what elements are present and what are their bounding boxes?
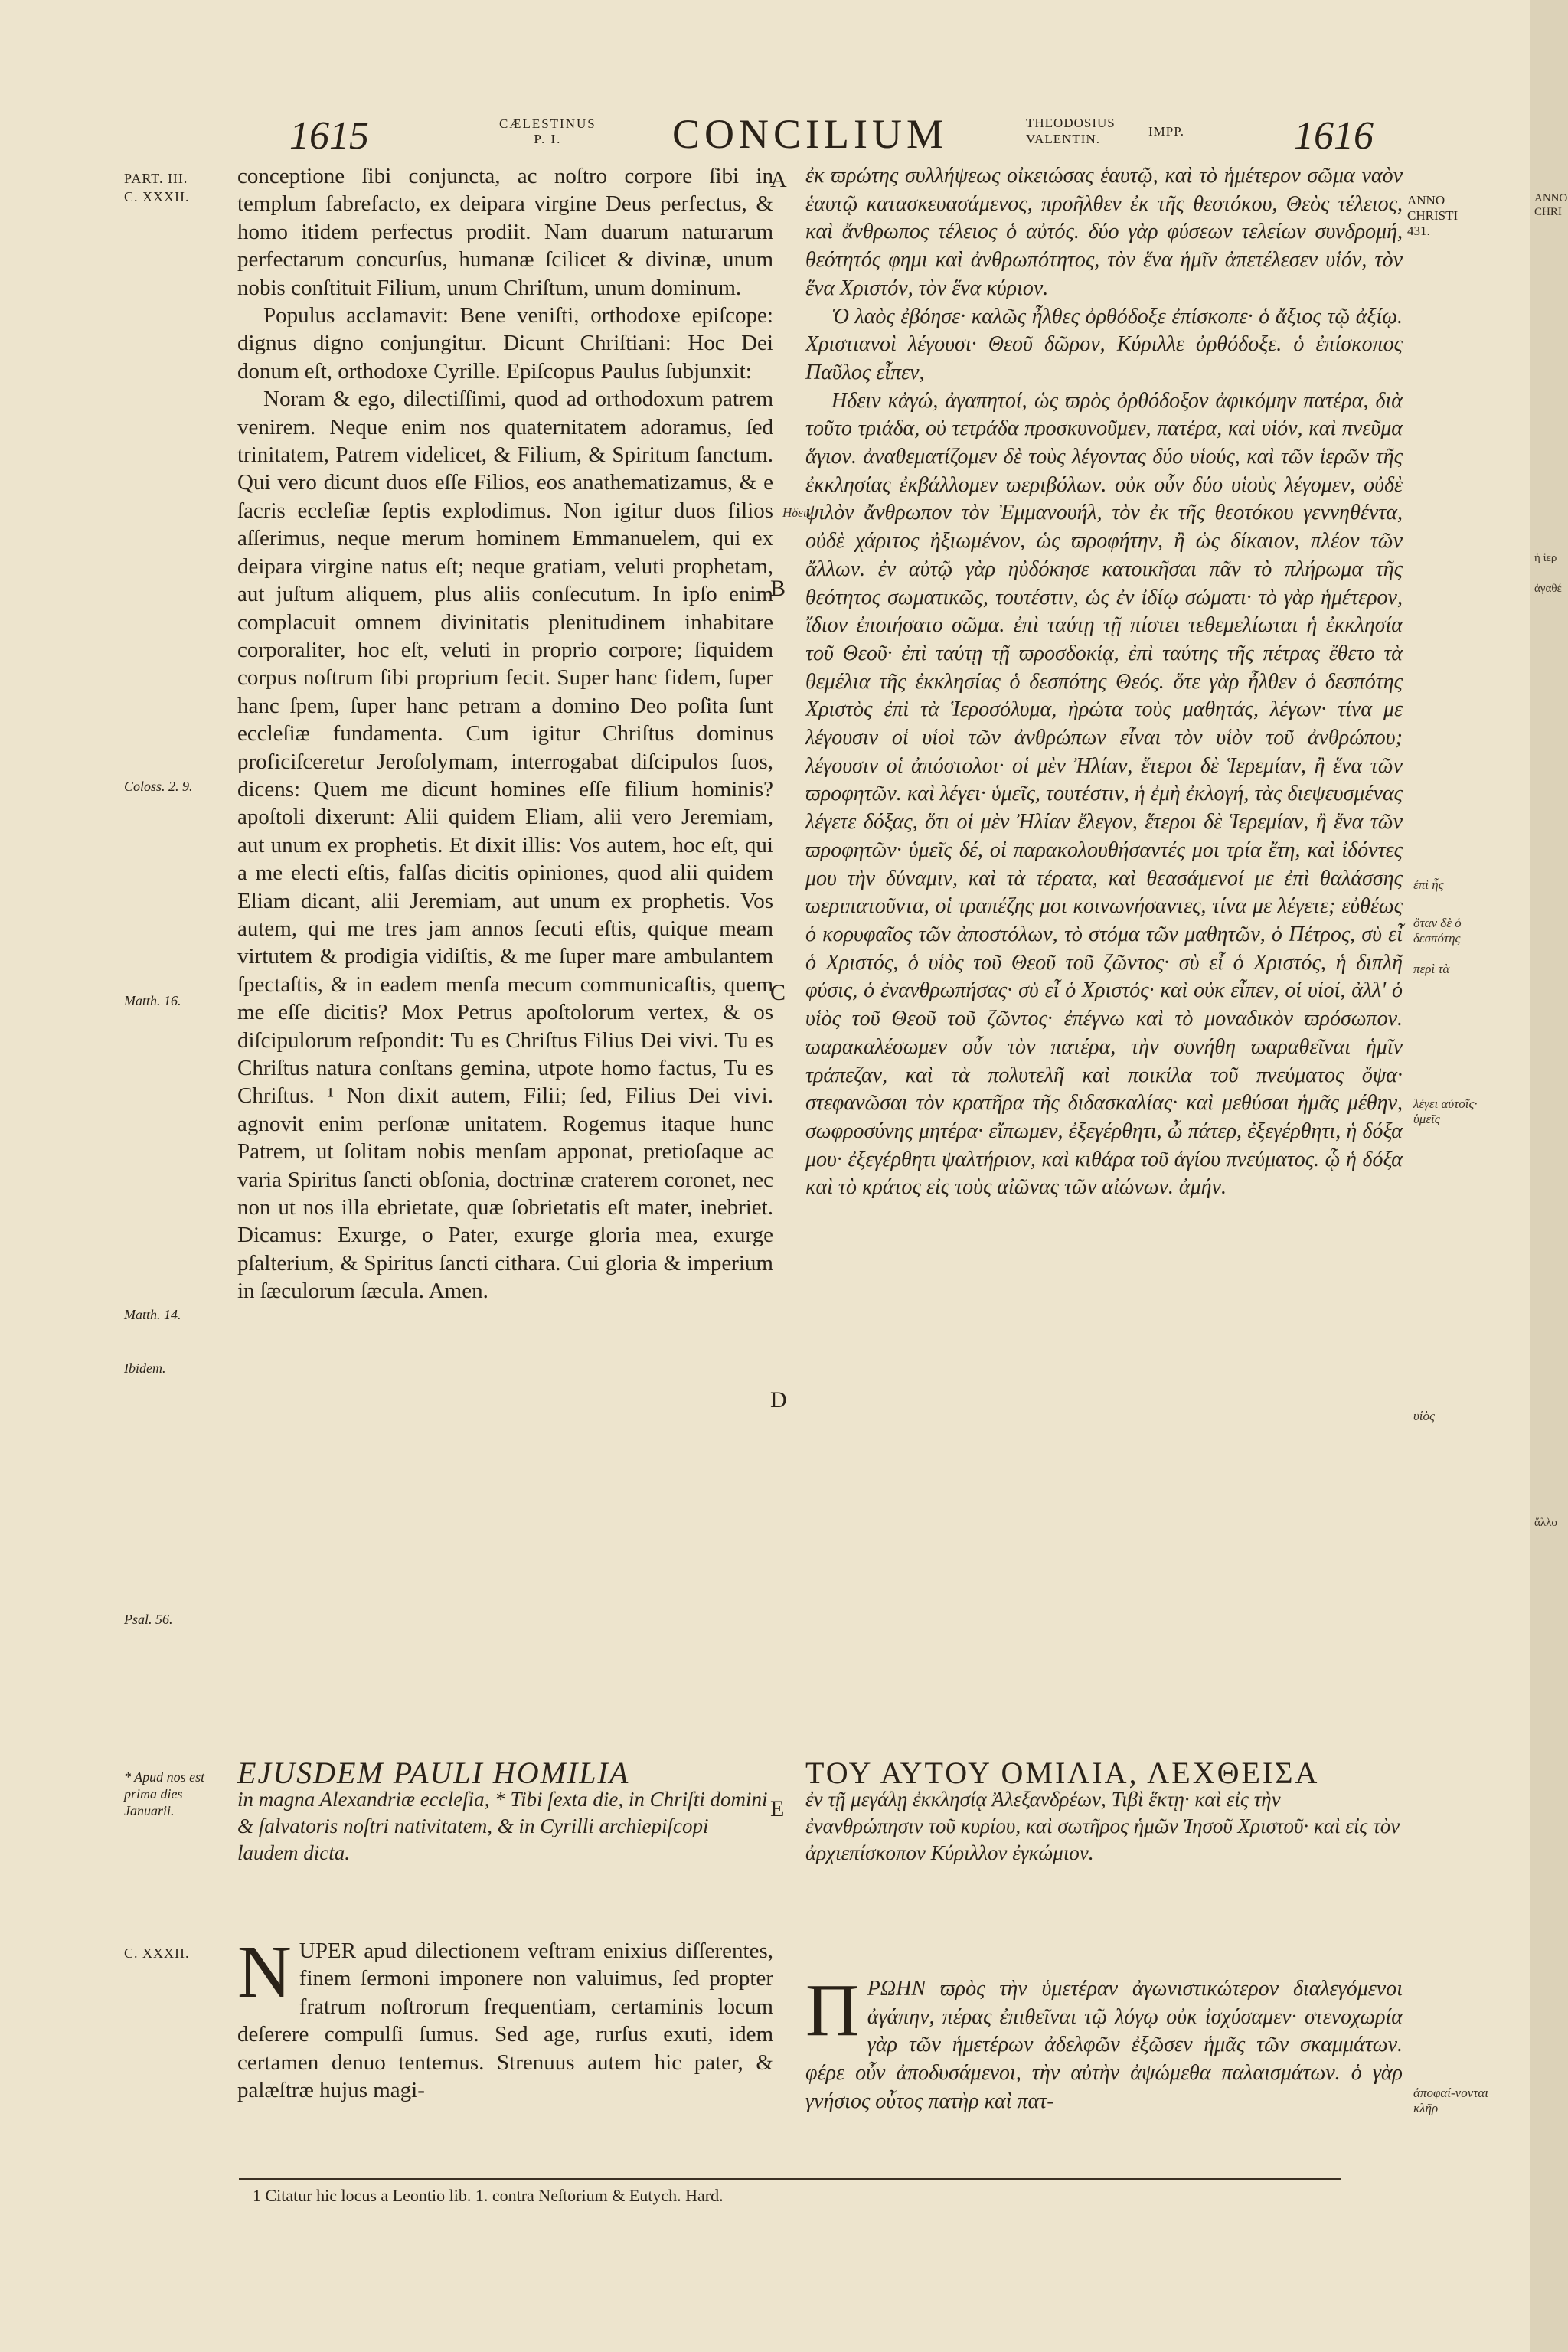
margin-anno <box>1407 193 1491 239</box>
facing-page-edge <box>1530 0 1568 2352</box>
greek-homily-heading <box>805 1756 1403 1867</box>
gloss-6: υἱὸς <box>1413 1409 1435 1423</box>
latin-drop-cap: N <box>237 1931 292 2014</box>
emperor-2: VALENTIN. <box>1026 132 1100 146</box>
margin-ref-ibidem: Ibidem. <box>124 1361 166 1376</box>
gloss-7: ἀποφαί-νονται κλῆρ <box>1413 2086 1488 2115</box>
pope-number: P. I. <box>534 132 562 146</box>
latin-heading-subtitle: in magna Alexandriæ eccleſia, * Tibi ſexta die, in Chriſti domini & ſalvatoris noſtri nativitatem, & in Cyrilli archiepiſcopi laudem dicta. <box>237 1788 768 1864</box>
gloss-3: ὅταν δὲ ὁ δεσπότης <box>1413 916 1462 946</box>
margin-chapter-2: C. XXXII. <box>124 1945 190 1961</box>
page-title: CONCILIUM <box>672 111 948 157</box>
greek-heading-title: ΤΟΥ ΑΥΤΟΥ ΟΜΙΛΙΑ, ΛΕΧΘΕΙΣΑ <box>805 1756 1320 1790</box>
greek-homily-text <box>805 1969 1403 2116</box>
section-letter-e: E <box>770 1796 785 1821</box>
margin-note-apud: * Apud nos est prima dies Januarii. <box>124 1769 205 1818</box>
section-letter-c: C <box>770 980 786 1005</box>
greek-paragraph-3: Ηδειν κἀγώ, ἀγαπητοί, ὡς ϖρὸς ὀρθόδοξον ἀφικόμην πατέρα, διὰ τοῦτο τριάδα, οὐ τετράδα προσκυνοῦμεν, πατέρα, καὶ υἱόν, καὶ πνεῦμα ἅγιον. ἀναθεματίζομεν δὲ τοὺς λέγοντας δύο υἱούς, καὶ τῶν ἱερῶν τῆς ἐκκλησίας ἐκβάλλομεν ϖεριβόλων. οὐκ οὖν δύο υἱοὺς λέγομεν, οὐδὲ ψιλὸν ἄνθρωπον τὸν Ἐμμανουήλ, τὸν ἐκ τῆς θεοτόκου γεννηθέντα, οὐδὲ χάριτος ἠξιωμένον, ὡς ϖροφήτην, ἢ ὡς δίκαιον, πλέον τῶν ἄλλων. ἐν αὐτῷ γὰρ ηὐδόκησε κατοικῆσαι πᾶν τὸ πλήρωμα τῆς θεότητος σωματικῶς, τουτέστιν, ὡς ἐν ἰδίῳ σώματι· τὸ γὰρ ἡμέτερον, ἴδιον ἐποιήσατο σῶμα. ἐπὶ ταύτῃ τῇ πίστει τεθεμελίωται ἡ ἐκκλησία τοῦ Θεοῦ· ἐπὶ ταύτῃ τῇ ϖροσδοκίᾳ, ἐπὶ ταύτης τῆς πέτρας ἔθετο τὰ θεμέλια τῆς ἐκκλησίας ὁ δεσπότης Θεός. ὅτε γὰρ ἦλθεν ὁ δεσπότης Χριστὸς ἐπὶ τὰ Ἱεροσόλυμα, ἠρώτα τοὺς μαθητάς, λέγων· τίνα με λέγουσιν οἱ υἱοὶ τῶν ἀνθρώπων εἶναι τὸν υἱὸν τοῦ ἀνθρώπου; λέγουσιν οἱ ἀπόστολοι· οἱ μὲν Ἠλίαν, ἕτεροι δὲ Ἱερεμίαν, ἢ ἕνα τῶν ϖροφητῶν. καὶ λέγει· ὑμεῖς, τουτέστιν, ἡ ἐμὴ ἐκλογή, τὰς διεψευσμένας λέγετε δόξας, ὅτι οἱ μὲν Ἠλίαν ἔλεγον, ἕτεροι δὲ Ἱερεμίαν, ἢ ἕνα τῶν ϖροφητῶν· ὑμεῖς δέ, οἱ παρακολουθήσαντές μοι τρία ἔτη, καὶ ἰδόντες μου τὴν δύναμιν, καὶ τὰ τέρατα, καὶ θεασάμενοί με ἐπὶ θαλάσσης ϖεριπατοῦντα, οἱ τραπέζης μοι κοινωνήσαντες, τίνα με λέγετε; εὐθέως ὁ κορυφαῖος τῶν ἀποστόλων, τὸ στόμα τῶν μαθητῶν, ὁ Πέτρος, σὺ εἶ ὁ Χριστός, ὁ υἱὸς τοῦ Θεοῦ τοῦ ζῶντος· σὺ εἶ ὁ Χριστός, ἡ διπλῆ φύσις, ὁ ἐνανθρωπήσας· σὺ εἶ ὁ Χριστός· καὶ οὐκ εἶπεν, οἱ υἱοί, ἀλλ' ὁ υἱὸς τοῦ Θεοῦ τοῦ ζῶντος· ἐπέγνω καὶ τὸ μοναδικὸν ϖρόσωπον. ϖαρακαλέσωμεν οὖν τὸν πατέρα, τὴν συνήθη ϖαραθεῖναι ἡμῖν τράπεζαν, καὶ τὰ πολυτελῆ καὶ ποικίλα τοῦ πνεύματος ὄψα· στεφανῶσαι τὸν κρατῆρα τῆς διδασκαλίας· καὶ μεθύσαι ἡμᾶς μέθην, σωφροσύνης μητέρα· εἴπωμεν, ἐξεγέρθητι, ὦ πάτερ, ἐξεγέρθητι, ἡ δόξα μου· ἐξεγέρθητι ψαλτήριον, καὶ κιθάρα τοῦ ἁγίου πνεύματος. ᾧ ἡ δόξα καὶ τὸ κράτος εἰς τοὺς αἰῶνας τῶν αἰώνων. ἀμήν. <box>805 388 1403 1200</box>
margin-part: PART. III. <box>124 171 188 186</box>
edge-text-greek-1: ἡ ἱερ <box>1534 552 1557 564</box>
edge-text-greek-2: ἀγαθέ <box>1534 583 1562 595</box>
gloss-4: περὶ τὰ <box>1413 962 1450 976</box>
greek-drop-cap: Π <box>805 1969 860 2052</box>
latin-heading-title: EJUSDEM PAULI HOMILIA <box>237 1756 630 1790</box>
pope-label <box>499 116 596 147</box>
latin-paragraph-3: Noram & ego, dilectiſſimi, quod ad orthodoxum patrem venirem. Neque enim nos quaternitatem adoramus, ſed trinitatem, Patrem videlicet, & Filium, & Spiritum ſanctum. Qui vero dicunt duos eſſe Filios, eos anathematizamus, & e ſacris eccleſiæ ſeptis explodimus. Non igitur duos filios aſſerimus, neque merum hominem Emmanuelem, qui ex deipara virgine natus eſt; neque gratiam, veluti prophetam, aut juſtum aliquem, plus aliis conſecutum. In ipſo enim complacuit omnem divinitatis plenitudinem inhabitare corporaliter, hoc eſt, veluti in proprio corpore; ſiquidem corpus noſtrum ſibi proprium fecit. Super hanc fidem, ſuper hanc ſpem, ſuper hanc petram a domino Deo poſita ſunt eccleſiæ fundamenta. Cum igitur Chriſtus dominus proficiſceretur Jeroſolymam, interrogabat diſcipulos ſuos, dicens: Quem me dicunt homines eſſe filium hominis? apoſtoli dixerunt: Alii quidem Eliam, alii vero Jeremiam, aut unum ex prophetis. Et dixit illis: Vos autem, hoc eſt, qui a me electi eſtis, falſas dicitis opiniones, quod alii quidem Eliam dicant, alii Jeremiam, aut unum ex prophetis. Vos autem, qui me tres jam annos ſecuti eſtis, quique meam virtutem & prodigia vidiſtis, & me ſuper mare ambulantem ſpectaſtis, & in eadem menſa mecum communicaſtis, quem me eſſe dicitis? Mox Petrus apoſtolorum vertex, & os diſcipulorum reſpondit: Tu es Chriſtus Filius Dei vivi. Tu es Chriſtus natura conſtans gemina, utpote homo factus, Tu es Chriſtus. ¹ Non dixit autem, Filii; ſed, Filius Dei vivi. agnovit enim perſonæ unitatem. Rogemus itaque hunc Patrem, ut ſolitam nobis menſam apponat, pretioſaque ac varia Spiritus ſancti obſonia, doctrinæ craterem coronet, nec non ut nos illa ebrietate, quæ ſobrietatis eſt mater, inebriet. Dicamus: Exurge, o Pater, exurge gloria mea, exurge pſalterium, & Spiritus ſancti cithara. Cui gloria & imperium in ſæculorum ſæcula. Amen. <box>237 387 773 1304</box>
latin-homily-heading <box>237 1756 773 1867</box>
latin-paragraph-4: UPER apud dilectionem veſtram enixius diſſerentes, finem ſermoni imponere non valuimus, ſed propter fratrum noſtrorum frequentiam, certaminis locum deſerere compulſi ſumus. Sed age, rurſus exuti, idem certamen denuo tentemus. Strenuus autem hic pater, & palæſtræ hujus magi- <box>237 1939 773 2103</box>
pope-name: CÆLESTINUS <box>499 116 596 131</box>
anno-label: ANNO <box>1407 193 1446 207</box>
emperor-1: THEODOSIUS <box>1026 116 1116 130</box>
page-number-right: 1616 <box>1294 114 1374 158</box>
greek-paragraph-1: ἐκ ϖρώτης συλλήψεως οἰκειώσας ἑαυτῷ, καὶ τὸ ἡμέτερον σῶμα ναὸν ἑαυτῷ κατασκευασάμενος, προῆλθεν ἐκ τῆς θεοτόκου, Θεὸς τέλειος, καὶ ἄνθρωπος τέλειος ὁ αὐτός. δύο γὰρ φύσεων τελείων συνδρομή, θεότητός φημι καὶ ἀνθρωπότητος, τὸν ἕνα ἡμῖν ἀπετέλεσεν υἱόν, τὸν ἕνα Χριστόν, τὸν ἕνα κύριον. <box>805 164 1403 300</box>
gloss-2: ἐπὶ ἧς <box>1413 877 1444 892</box>
greek-heading-subtitle: ἐν τῇ μεγάλῃ ἐκκλησίᾳ Ἀλεξανδρέων, Τιβὶ ἕκτῃ· καὶ εἰς τὴν ἐνανθρώπησιν τοῦ κυρίου, καὶ σωτῆρος ἡμῶν Ἰησοῦ Χριστοῦ· καὶ εἰς τὸν ἀρχιεπίσκοπον Κύριλλον ἐγκώμιον. <box>805 1788 1400 1864</box>
greek-column <box>805 162 1403 1202</box>
margin-chapter: C. XXXII. <box>124 189 190 204</box>
margin-ref-matth16: Matth. 16. <box>124 993 181 1008</box>
edge-text-greek-3: ἄλλο <box>1534 1517 1557 1529</box>
greek-paragraph-4: ΡΩΗΝ ϖρὸς τὴν ὑμετέραν ἀγωνιστικώτερον διαλεγόμενοι ἀγάπην, πέρας ἐπιθεῖναι τῷ λόγῳ οὐκ ἰσχύσαμεν· στενοχωρία γὰρ τῶν ἡμετέρων ἀδελφῶν ἐξῶσεν ἡμᾶς τῶν σκαμμάτων. φέρε οὖν ἀποδυσάμενοι, τὴν αὐτὴν ἀψώμεθα παλαισμάτων. ὁ γὰρ γνήσιος οὗτος πατὴρ καὶ πατ- <box>805 1977 1403 2113</box>
page-number-left: 1615 <box>289 114 369 158</box>
footnote: 1 Citatur hic locus a Leontio lib. 1. contra Neſtorium & Eutych. Hard. <box>253 2186 724 2205</box>
gloss-1: Ηδειν <box>782 505 813 520</box>
anno-year: 431. <box>1407 224 1430 238</box>
running-header <box>0 107 1568 168</box>
edge-text-anno: ANNO CHRI <box>1534 192 1568 218</box>
emperors-label <box>1026 115 1116 147</box>
latin-homily-text <box>237 1931 773 2104</box>
footnote-rule <box>239 2178 1341 2180</box>
margin-ref-psal: Psal. 56. <box>124 1612 173 1627</box>
section-letter-b: B <box>770 576 786 601</box>
latin-paragraph-1: conceptione ſibi conjuncta, ac noſtro corpore ſibi in templum fabrefacto, ex deipara virgine Deus perfectus, & homo itidem perfectus prodiit. Nam duarum naturarum perfectarum concurſus, humanæ ſcilicet & divinæ, unum nobis conſtituit Filium, unum Chriſtum, unum dominum. <box>237 164 773 300</box>
latin-paragraph-2: Populus acclamavit: Bene veniſti, orthodoxe epiſcope: dignus digno conjungitur. Dicunt Chriſtiani: Hoc Dei donum eſt, orthodoxe Cyrille. Epiſcopus Paulus ſubjunxit: <box>237 303 773 384</box>
margin-ref-coloss: Coloss. 2. 9. <box>124 779 193 794</box>
margin-ref-matth14: Matth. 14. <box>124 1307 181 1322</box>
christi-label: CHRISTI <box>1407 208 1459 223</box>
imperatores-label: IMPP. <box>1148 124 1185 139</box>
gloss-5: λέγει αὐτοῖς· ὑμεῖς <box>1413 1096 1478 1126</box>
section-letter-d: D <box>770 1387 787 1413</box>
greek-paragraph-2: Ὁ λαὸς ἐβόησε· καλῶς ἦλθες ὀρθόδοξε ἐπίσκοπε· ὁ ἄξιος τῷ ἀξίῳ. Χριστιανοὶ λέγουσι· Θεοῦ δῶρον, Κύριλλε ὀρθόδοξε. ὁ ἐπίσκοπος Παῦλος εἶπεν, <box>805 304 1403 384</box>
latin-column <box>237 162 773 1305</box>
section-letter-a: A <box>770 167 787 192</box>
